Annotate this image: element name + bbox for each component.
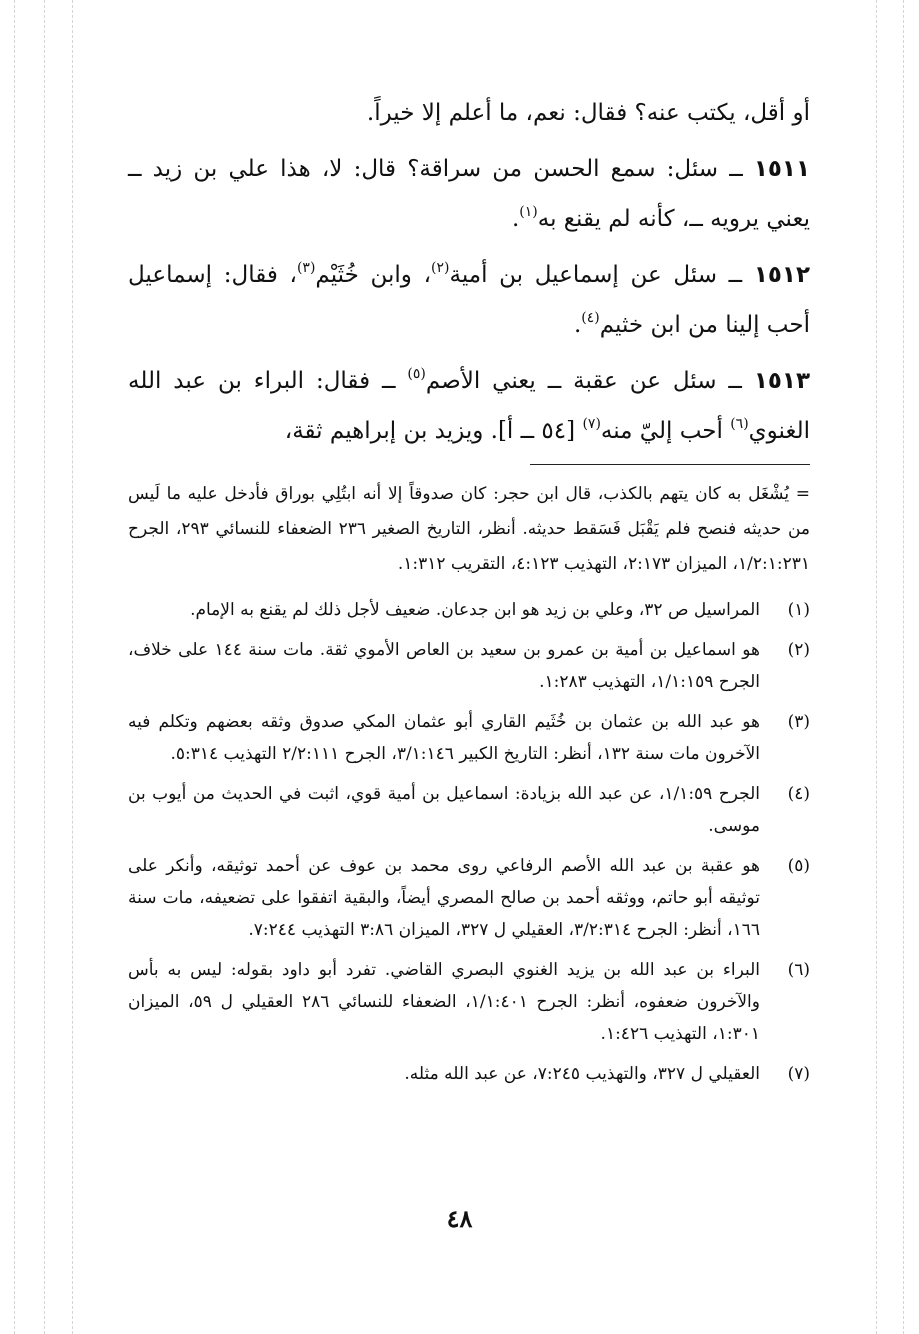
footnote-marker: (٥) <box>787 856 810 876</box>
scan-margin-dots <box>44 0 45 1334</box>
scan-margin-dots <box>14 0 15 1334</box>
footnote-ref: (٥) <box>407 366 426 382</box>
entry-number: ١٥١٢ <box>753 262 810 288</box>
entry-text: [٥٤ ــ أ]. ويزيد بن إبراهيم ثقة، <box>284 418 583 444</box>
entry-1512 <box>128 250 810 350</box>
top-line: أو أقل، يكتب عنه؟ فقال: نعم، ما أعلم إلا خيراً. <box>366 100 810 126</box>
footnote-ref: (٢) <box>431 260 450 276</box>
footnote-text: المراسيل ص ٣٢، وعلي بن زيد هو ابن جدعان. ضعيف لأجل ذلك لم يقنع به الإمام. <box>190 600 760 620</box>
entry-text: ــ سئل عن إسماعيل بن أمية <box>449 262 754 288</box>
footnote-ref: (٣) <box>296 260 316 276</box>
footnote <box>128 706 810 770</box>
scan-margin-dots <box>72 0 73 1334</box>
footnote <box>128 778 810 842</box>
footnote-text: العقيلي ل ٣٢٧، والتهذيب ٧:٢٤٥، عن عبد الله مثله. <box>404 1064 760 1084</box>
footnote-ref: (٤) <box>581 310 600 326</box>
entry-number: ١٥١١ <box>753 156 810 182</box>
scan-margin-dots <box>876 0 877 1334</box>
entry-text: ، وابن خُثَيْم <box>315 262 432 288</box>
entry-1511 <box>128 144 810 244</box>
entry-text: ، فقال: إسماعيل أحب إلينا من ابن خثيم <box>128 262 810 338</box>
footnote <box>128 1058 810 1090</box>
footnote <box>128 594 810 626</box>
footnote-ref: (٧) <box>582 416 601 432</box>
entry-text: ــ سئل عن عقبة ــ يعني الأصم <box>425 368 754 394</box>
footnote-marker: (٣) <box>787 712 810 732</box>
footnote <box>128 850 810 946</box>
page-body <box>128 88 810 1098</box>
footnote-ref: (١) <box>519 204 538 220</box>
entry-text: . <box>511 206 520 232</box>
footnote-separator <box>530 464 810 465</box>
footnote <box>128 954 810 1050</box>
footnote-continuation: = يُشْغَل به كان يتهم بالكذب، قال ابن حجر: كان صدوقاً إلا أنه ابتُلِي بوراق فأدخل عليه ما لَيس من حديثه فنصح فلم يَقْبَل فَسَقط حديثه. أنظر، التاريخ الصغير ٢٣٦ الضعفاء للنسائي ٢٩٣، الجرح ١/٢:١:٢٣١، الميزان ٢:١٧٣، التهذيب ٤:١٢٣، التقريب ١:٣١٢. <box>128 484 810 574</box>
page-number: ٤٨ <box>446 1204 473 1233</box>
footnote-marker: (٦) <box>787 960 810 980</box>
entry-text: . <box>573 312 582 338</box>
entry-number: ١٥١٣ <box>753 368 810 394</box>
footnote-marker: (١) <box>787 600 810 620</box>
entry-text: أحب إليّ منه <box>600 418 731 444</box>
entry-text: ــ فقال: البراء بن عبد الله الغنوي <box>128 368 810 444</box>
footnote-ref: (٦) <box>730 416 749 432</box>
entry-1513 <box>128 356 810 456</box>
footnote-text: البراء بن عبد الله بن يزيد الغنوي البصري القاضي. تفرد أبو داود بقوله: ليس به بأس والآخرون ضعفوه، أنظر: الجرح ١/١:٤٠١، الضعفاء للنسائي ٢٨٦ العقيلي ل ٥٩، الميزان ١:٣٠١، التهذيب ١:٤٢٦. <box>128 960 760 1044</box>
footnote-text: الجرح ١/١:٥٩، عن عبد الله بزيادة: اسماعيل بن أمية قوي، اثبت في الحديث من أيوب بن موسى. <box>128 784 760 836</box>
footnote-marker: (٤) <box>787 784 810 804</box>
footnote-text: هو اسماعيل بن أمية بن عمرو بن سعيد بن العاص الأموي ثقة. مات سنة ١٤٤ على خلاف، الجرح ١/١:١٥٩، التهذيب ١:٢٨٣. <box>128 640 760 692</box>
footnote-marker: (٧) <box>787 1064 810 1084</box>
footnote-text: هو عقبة بن عبد الله الأصم الرفاعي روى محمد بن عوف عن أحمد توثيقه، وأنكر على توثيقه أبو حاتم، ووثقه أحمد بن صالح المصري أيضاً، والبقية اتفقوا على تضعيفه، مات سنة ١٦٦، أنظر: الجرح ٣/٢:٣١٤، العقيلي ل ٣٢٧، الميزان ٣:٨٦ التهذيب ٧:٢٤٤. <box>128 856 760 940</box>
footnote-text: هو عبد الله بن عثمان بن خُثَيم القاري أبو عثمان المكي صدوق وثقه بعضهم وتكلم فيه الآخرون مات سنة ١٣٢، أنظر: التاريخ الكبير ٣/١:١٤٦، الجرح ٢/٢:١١١ التهذيب ٥:٣١٤. <box>128 712 760 764</box>
entry-text: ــ سئل: سمع الحسن من سراقة؟ قال: لا، هذا علي بن زيد ــ يعني يرويه ــ، كأنه لم يقنع به <box>128 156 810 232</box>
footnote <box>128 634 810 698</box>
footnote-marker: (٢) <box>787 640 810 660</box>
scan-margin-dots <box>903 0 904 1334</box>
